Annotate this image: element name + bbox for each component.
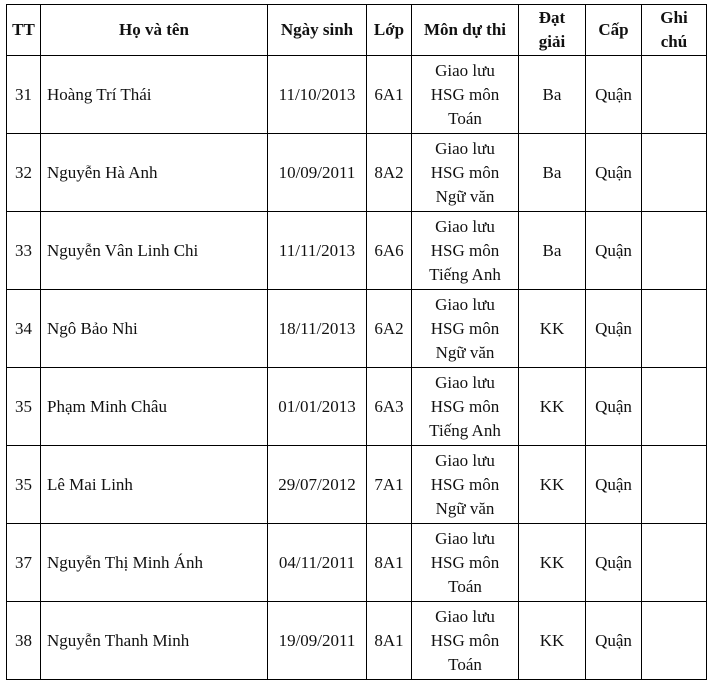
cell-subject — [412, 212, 519, 290]
table-row — [7, 290, 707, 368]
cell-level: Quận — [586, 368, 642, 446]
cell-dob: 18/11/2013 — [268, 290, 367, 368]
cell-note — [642, 602, 707, 680]
cell-award: Ba — [519, 56, 586, 134]
header-award-label: Đạt giải — [538, 8, 566, 51]
header-class: Lớp — [367, 5, 412, 56]
cell-class: 6A6 — [367, 212, 412, 290]
header-tt: TT — [7, 5, 41, 56]
cell-level: Quận — [586, 524, 642, 602]
cell-tt: 37 — [7, 524, 41, 602]
table-row — [7, 524, 707, 602]
header-dob: Ngày sinh — [268, 5, 367, 56]
cell-dob: 11/10/2013 — [268, 56, 367, 134]
cell-dob: 04/11/2011 — [268, 524, 367, 602]
cell-name: Nguyễn Thị Minh Ánh — [41, 524, 268, 602]
cell-class: 8A1 — [367, 602, 412, 680]
cell-level: Quận — [586, 134, 642, 212]
cell-name: Phạm Minh Châu — [41, 368, 268, 446]
cell-subject-text: Giao lưu HSG môn Tiếng Anh — [429, 372, 501, 440]
cell-dob: 01/01/2013 — [268, 368, 367, 446]
cell-dob: 29/07/2012 — [268, 446, 367, 524]
cell-class: 8A2 — [367, 134, 412, 212]
cell-award: KK — [519, 602, 586, 680]
cell-subject-text: Giao lưu HSG môn Toán — [430, 60, 500, 128]
cell-name: Nguyễn Thanh Minh — [41, 602, 268, 680]
table-row — [7, 56, 707, 134]
header-note — [642, 5, 707, 56]
cell-dob: 19/09/2011 — [268, 602, 367, 680]
cell-level: Quận — [586, 212, 642, 290]
cell-class: 7A1 — [367, 446, 412, 524]
cell-class: 6A1 — [367, 56, 412, 134]
cell-subject-text: Giao lưu HSG môn Toán — [430, 528, 500, 596]
cell-level: Quận — [586, 56, 642, 134]
table-row — [7, 134, 707, 212]
cell-note — [642, 134, 707, 212]
header-row — [7, 5, 707, 56]
cell-subject — [412, 56, 519, 134]
cell-subject-text: Giao lưu HSG môn Ngữ văn — [430, 294, 500, 362]
cell-note — [642, 290, 707, 368]
cell-subject — [412, 290, 519, 368]
cell-level: Quận — [586, 602, 642, 680]
cell-award: Ba — [519, 134, 586, 212]
cell-name: Hoàng Trí Thái — [41, 56, 268, 134]
cell-subject-text: Giao lưu HSG môn Ngữ văn — [430, 450, 500, 518]
table-row — [7, 368, 707, 446]
cell-subject-text: Giao lưu HSG môn Ngữ văn — [430, 138, 500, 206]
cell-subject-text: Giao lưu HSG môn Toán — [430, 606, 500, 674]
cell-subject — [412, 446, 519, 524]
cell-tt: 31 — [7, 56, 41, 134]
cell-level: Quận — [586, 446, 642, 524]
cell-tt: 34 — [7, 290, 41, 368]
header-award — [519, 5, 586, 56]
table-row — [7, 212, 707, 290]
header-note-label: Ghi chú — [660, 8, 688, 51]
cell-dob: 11/11/2013 — [268, 212, 367, 290]
cell-award: KK — [519, 524, 586, 602]
header-level: Cấp — [586, 5, 642, 56]
cell-note — [642, 56, 707, 134]
cell-name: Ngô Bảo Nhi — [41, 290, 268, 368]
cell-class: 8A1 — [367, 524, 412, 602]
cell-name: Nguyễn Vân Linh Chi — [41, 212, 268, 290]
award-table — [6, 4, 707, 680]
cell-note — [642, 212, 707, 290]
cell-subject — [412, 602, 519, 680]
header-name: Họ và tên — [41, 5, 268, 56]
cell-name: Nguyễn Hà Anh — [41, 134, 268, 212]
cell-dob: 10/09/2011 — [268, 134, 367, 212]
cell-subject — [412, 134, 519, 212]
cell-class: 6A2 — [367, 290, 412, 368]
cell-level: Quận — [586, 290, 642, 368]
cell-name: Lê Mai Linh — [41, 446, 268, 524]
header-subject: Môn dự thi — [412, 5, 519, 56]
cell-subject — [412, 524, 519, 602]
cell-tt: 38 — [7, 602, 41, 680]
cell-class: 6A3 — [367, 368, 412, 446]
cell-subject — [412, 368, 519, 446]
cell-tt: 32 — [7, 134, 41, 212]
cell-award: KK — [519, 368, 586, 446]
cell-note — [642, 524, 707, 602]
cell-award: Ba — [519, 212, 586, 290]
cell-award: KK — [519, 290, 586, 368]
cell-tt: 33 — [7, 212, 41, 290]
cell-subject-text: Giao lưu HSG môn Tiếng Anh — [429, 216, 501, 284]
table-row — [7, 602, 707, 680]
cell-note — [642, 446, 707, 524]
cell-tt: 35 — [7, 368, 41, 446]
table-row — [7, 446, 707, 524]
cell-award: KK — [519, 446, 586, 524]
cell-note — [642, 368, 707, 446]
cell-tt: 35 — [7, 446, 41, 524]
